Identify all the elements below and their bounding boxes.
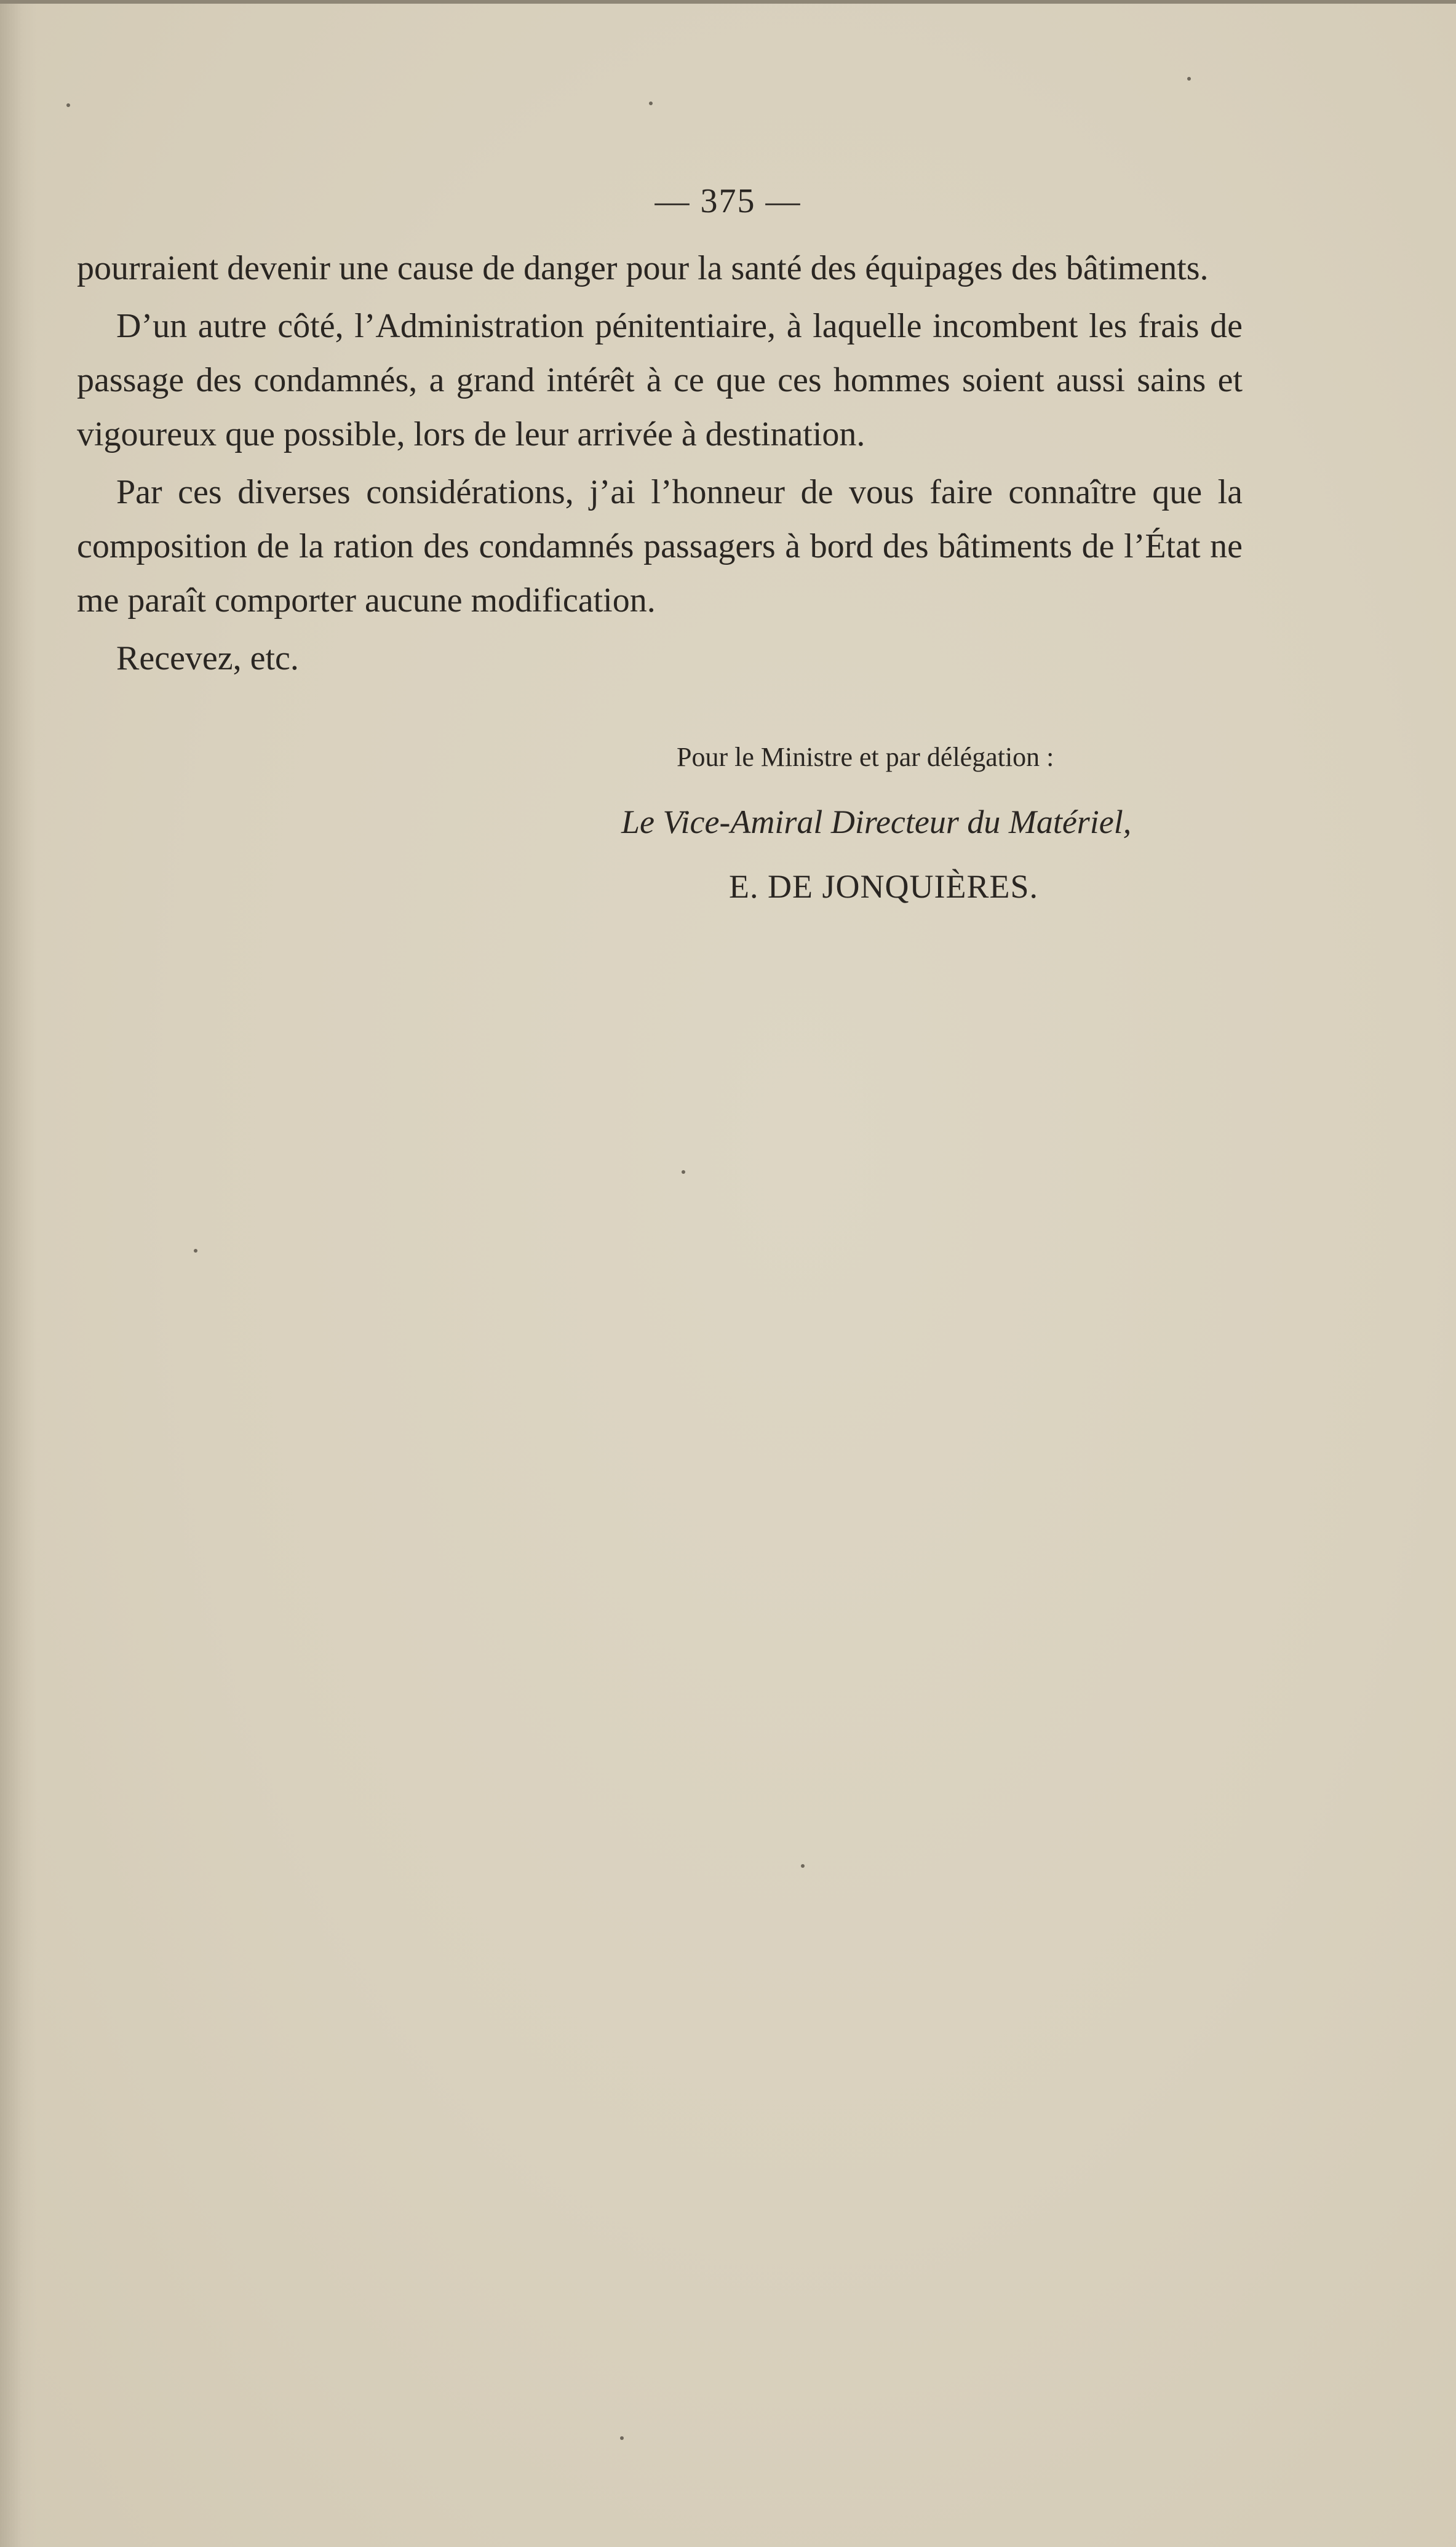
signature-delegation: Pour le Ministre et par délégation : [677, 742, 1054, 772]
paper-speck [682, 1170, 685, 1174]
paragraph: Par ces diverses considérations, j’ai l’honneur de vous faire connaître que la composition de la ration des condamnés passagers à bord des bâtiments de l’État ne me paraît comporter aucune modification. [77, 473, 1243, 620]
letter-body [77, 241, 1243, 685]
paper-speck [801, 1864, 805, 1868]
closing-formula: Recevez, etc. [116, 639, 299, 677]
paper-speck [66, 103, 70, 107]
page-gutter-shadow [0, 0, 37, 2547]
paper-speck [649, 102, 653, 105]
show-through-texture [68, 960, 1421, 2129]
signature-name: E. DE JONQUIÈRES. [729, 868, 1038, 905]
paragraph-continuation: pourraient devenir une cause de danger pour la santé des équipages des bâtiments. [77, 249, 1209, 287]
paper-speck [194, 1249, 197, 1253]
paper-speck [620, 2436, 624, 2440]
paragraph: D’un autre côté, l’Administration pénitentiaire, à laquelle incombent les frais de passage des condamnés, a grand intérêt à ce que ces hommes soient aussi sains et vigoureux que possible, lors de leur arrivée à destination. [77, 307, 1243, 453]
page-number: — 375 — [654, 182, 802, 220]
signature-title: Le Vice-Amiral Directeur du Matériel, [621, 803, 1132, 840]
paper-speck [1187, 77, 1191, 81]
page-top-edge [0, 0, 1456, 4]
